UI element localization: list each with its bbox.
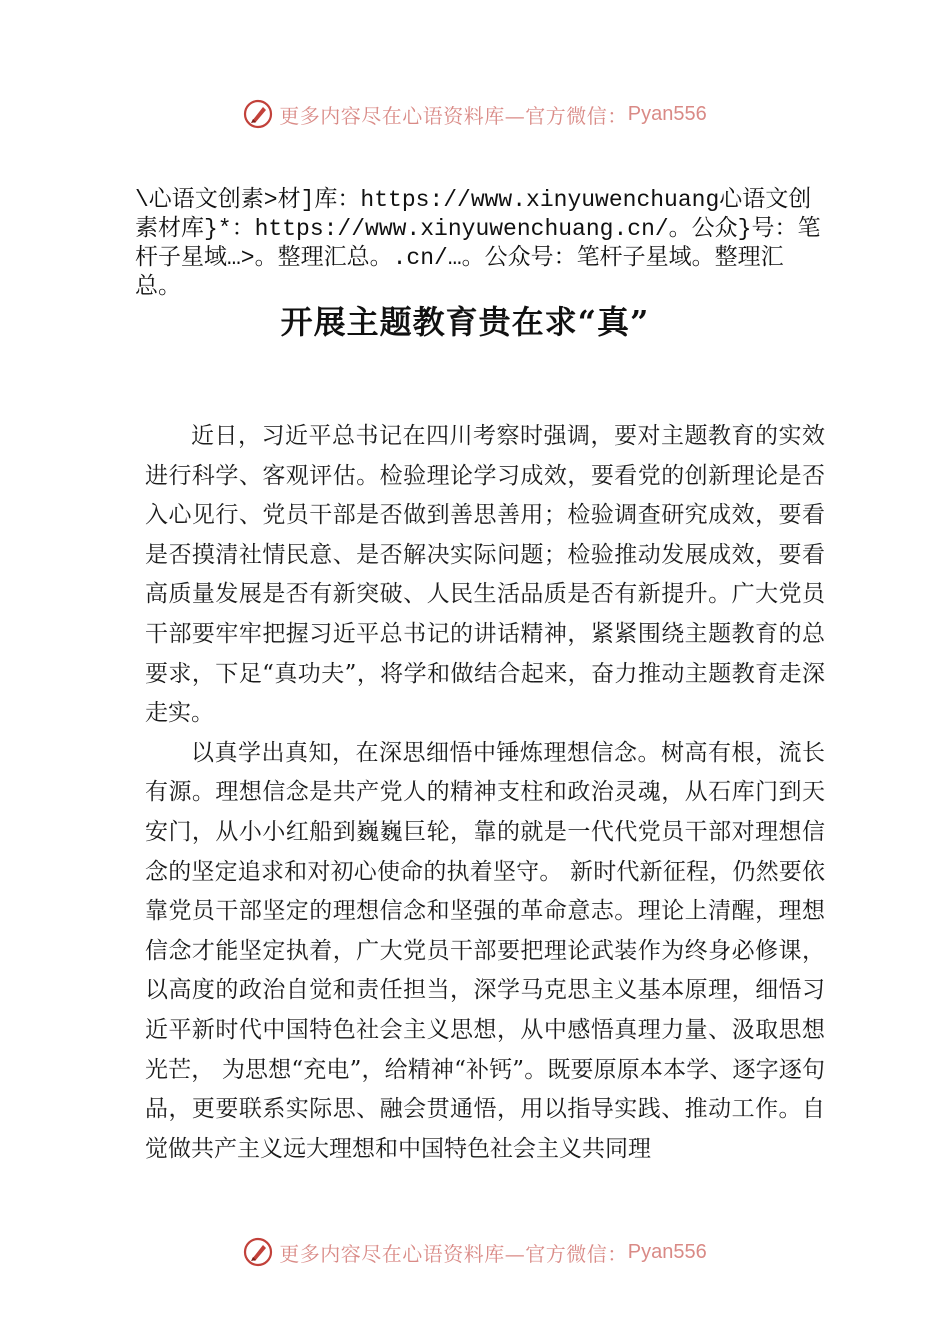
source-note: \心语文创素>材]库：https://www.xinyuwenchuang心语文创素材库}*：https://www.xinyuwenchuang.cn/。公众}号：笔杆子星域…>。整理汇总。.cn/…。公众号：笔杆子星域。整理汇总。 — [135, 187, 821, 300]
page-title: 开展主题教育贵在求“真” — [280, 303, 650, 341]
quill-pen-icon — [243, 99, 273, 129]
article-body — [145, 417, 825, 1169]
banner-text: 更多内容尽在心语资料库—官方微信： — [279, 103, 628, 128]
paragraph: 以真学出真知，在深思细悟中锤炼理想信念。树高有根，流长有源。理想信念是共产党人的精神支柱和政治灵魂，从石库门到天安门，从小小红船到巍巍巨轮，靠的就是一代代党员干部对理想信念的坚定追求和对初心使命的执着坚守。 新时代新征程，仍然要依靠党员干部坚定的理想信念和坚强的革命意志。理论上清醒，理想信念才能坚定执着，广大党员干部要把理论武装作为终身必修课，以高度的政治自觉和责任担当，深学马克思主义基本原理，细悟习近平新时代中国特色社会主义思想，从中感悟真理力量、汲取思想光芒， 为思想“充电”，给精神“补钙”。既要原原本本学、逐字逐句品，更要联系实际思、融会贯通悟，用以指导实践、推动工作。自觉做共产主义远大理想和中国特色社会主义共同理 — [145, 739, 825, 1162]
paragraph: 近日，习近平总书记在四川考察时强调，要对主题教育的实效进行科学、客观评估。检验理论学习成效，要看党的创新理论是否入心见行、党员干部是否做到善思善用；检验调查研究成效，要看是否摸清社情民意、是否解决实际问题；检验推动发展成效，要看高质量发展是否有新突破、人民生活品质是否有新提升。广大党员干部要牢牢把握习近平总书记的讲话精神，紧紧围绕主题教育的总要求，下足“真功夫”，将学和做结合起来，奋力推动主题教育走深走实。 — [145, 423, 825, 727]
header-watermark-banner — [0, 94, 950, 134]
banner-wechat-handle: Pyan556 — [627, 102, 707, 125]
banner-text: 更多内容尽在心语资料库—官方微信： — [279, 1241, 628, 1266]
footer-watermark-banner — [0, 1232, 950, 1272]
quill-pen-icon — [243, 1237, 273, 1267]
banner-wechat-handle: Pyan556 — [627, 1240, 707, 1263]
